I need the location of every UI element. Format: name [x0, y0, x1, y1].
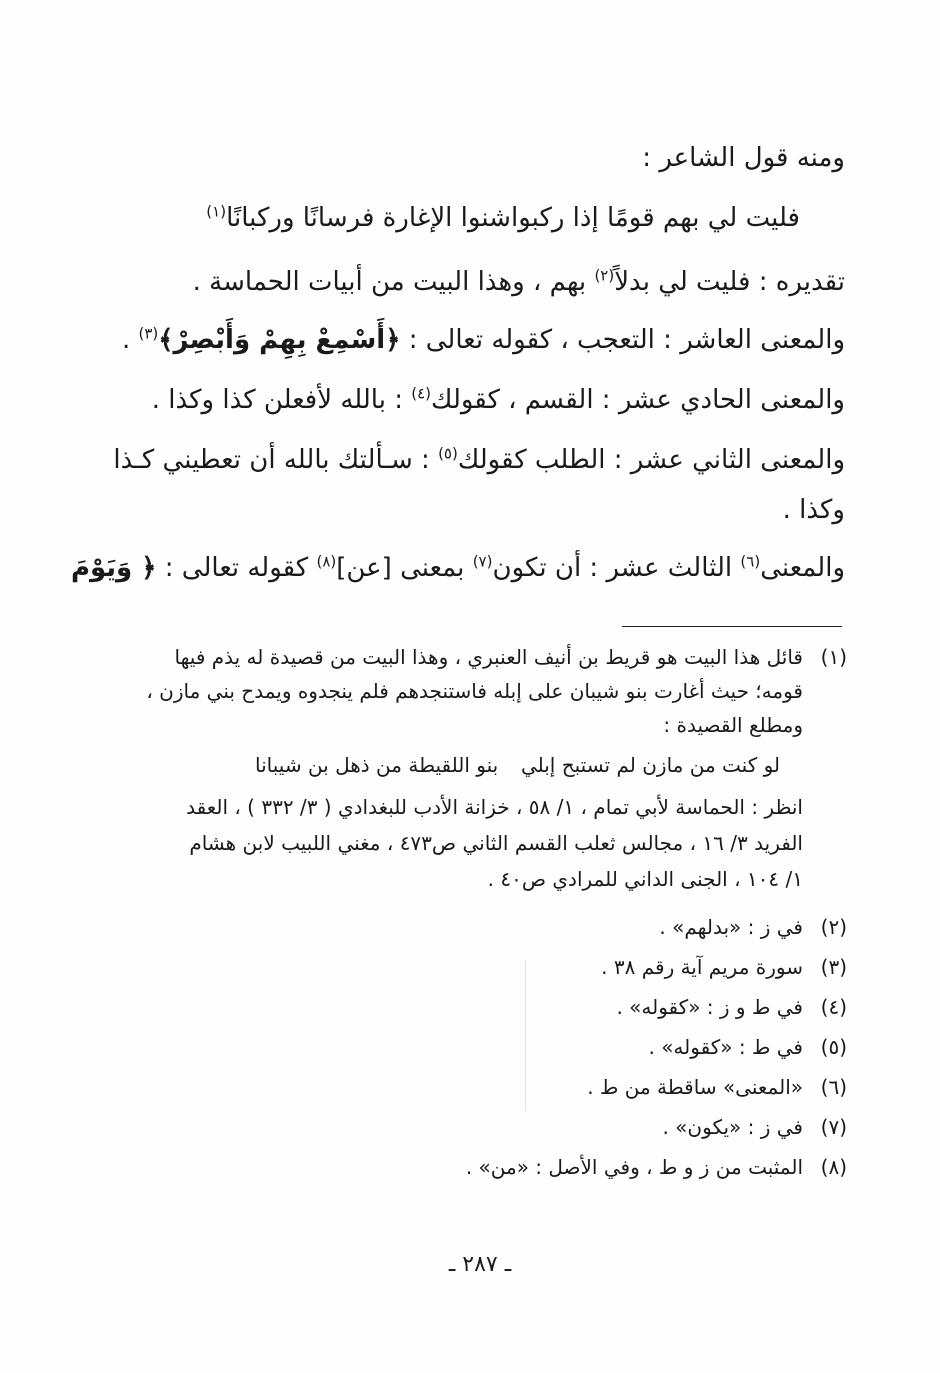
footnote-line	[135, 950, 847, 984]
footnote-ref: (٨)	[316, 552, 337, 571]
footnote-text: قومه؛ حيث أغارت بنو شيبان على إبله فاستنجدهم فلم ينجدوه ويمدح بني مازن ،	[146, 679, 803, 703]
footnote-number: (٢)	[820, 915, 847, 939]
main-line-text: والمعنى	[760, 553, 845, 583]
main-line-text: .	[121, 325, 139, 355]
main-line-text: والمعنى العاشر : التعجب ، كقوله تعالى :	[400, 325, 845, 355]
footnote-ref: (٢)	[594, 266, 615, 285]
footnote-line	[135, 826, 847, 860]
poem-hemistich-second	[206, 198, 511, 238]
quran-quote: ﴿ وَيَوْمَ	[70, 553, 157, 583]
footnote-line	[135, 1110, 847, 1144]
footnote-line	[135, 990, 847, 1024]
footnote-text: المثبت من ز و ط ، وفي الأصل : «من» .	[465, 1155, 803, 1179]
footnote-ref: (٥)	[438, 444, 458, 463]
footnote-ref: (٧)	[472, 552, 493, 571]
poem-hemistich-first: فليت لي بهم قومًا إذا ركبوا	[510, 203, 800, 233]
footnote-text: ١/ ١٠٤ ، الجنى الداني للمرادي ص٤٠ .	[487, 867, 803, 891]
footnote-poem-hemistich-second: بنو اللقيطة من ذهل بن شيبانا	[255, 753, 499, 777]
footnote-ref: (١)	[206, 202, 227, 221]
main-line-text: والمعنى الحادي عشر : القسم ، كقولك	[431, 385, 845, 415]
footnote-line	[135, 708, 847, 742]
main-text-line	[130, 490, 845, 530]
footnote-separator	[622, 626, 842, 627]
footnote-text: الفريد ٣/ ١٦ ، مجالس ثعلب القسم الثاني ص٤٧٣ ، مغني اللبيب لابن هشام	[189, 831, 803, 855]
footnote-line	[135, 910, 847, 944]
main-line-text: الثالث عشر : أن تكون	[492, 553, 741, 583]
footnote-ref: (٦)	[740, 552, 761, 571]
footnote-ref: (٣)	[138, 324, 159, 343]
main-line-text: كقوله تعالى :	[156, 553, 317, 583]
footnote-text: في ط : «كقوله» .	[648, 1035, 803, 1059]
footnote-number: (٣)	[820, 955, 847, 979]
main-line-text: : بالله لأفعلن كذا وكذا .	[151, 385, 412, 415]
poem-hemistich-second-text: شنوا الإغارة فرسانًا وركبانًا	[226, 203, 511, 233]
footnote-text: قائل هذا البيت هو قريط بن أنيف العنبري ، وهذا البيت من قصيدة له يذم فيها	[174, 645, 803, 669]
page-number: ـ ٢٨٧ ـ	[448, 1252, 512, 1277]
footnote-line	[135, 790, 847, 824]
main-text-line	[130, 380, 845, 420]
main-line-text: وكذا .	[782, 495, 845, 525]
footnote-number: (٤)	[820, 995, 847, 1019]
main-line-text: بهم ، وهذا البيت من أبيات الحماسة .	[192, 267, 595, 297]
main-text-line	[130, 138, 845, 178]
footnote-line	[135, 862, 847, 896]
quran-quote: ﴿أَسْمِعْ بِهِمْ وَأَبْصِرْ﴾	[158, 325, 401, 355]
main-text-line	[121, 320, 845, 360]
footnote-number: (١)	[820, 645, 847, 669]
footnote-number: (٨)	[820, 1155, 847, 1179]
footnote-text: في ز : «يكون» .	[662, 1115, 803, 1139]
main-line-text: ومنه قول الشاعر :	[642, 143, 845, 173]
footnote-text: في ز : «بدلهم» .	[659, 915, 803, 939]
footnote-line	[135, 640, 847, 674]
footnote-number: (٥)	[820, 1035, 847, 1059]
main-line-text: : سـألتك بالله أن تعطيني كـذا	[113, 445, 439, 475]
footnote-number: (٦)	[820, 1075, 847, 1099]
footnote-line	[135, 1150, 847, 1184]
footnote-text: في ط و ز : «كقوله» .	[616, 995, 803, 1019]
main-text-line	[130, 262, 845, 302]
main-line-text: والمعنى الثاني عشر : الطلب كقولك	[457, 445, 845, 475]
footnote-line	[135, 1070, 847, 1104]
footnote-text: ومطلع القصيدة :	[663, 713, 803, 737]
footnote-line	[135, 674, 847, 708]
main-text-line	[70, 548, 845, 588]
footnote-text: «المعنى» ساقطة من ط .	[587, 1075, 803, 1099]
footnote-line	[135, 1030, 847, 1064]
main-line-text: تقديره : فليت لي بدلاً	[614, 267, 845, 297]
footnote-poem-hemistich-first: لو كنت من مازن لم تستبح إبلي	[520, 753, 780, 777]
footnote-text: انظر : الحماسة لأبي تمام ، ١/ ٥٨ ، خزانة الأدب للبغدادي ( ٣/ ٣٣٢ ) ، العقد	[186, 795, 803, 819]
footnote-number: (٧)	[820, 1115, 847, 1139]
footnote-ref: (٤)	[411, 384, 432, 403]
main-text-line	[113, 440, 845, 480]
main-line-text: بمعنى [عن]	[336, 553, 473, 583]
footnote-poem-verse	[255, 748, 780, 782]
poem-verse	[206, 198, 800, 238]
footnote-text: سورة مريم آية رقم ٣٨ .	[601, 955, 803, 979]
